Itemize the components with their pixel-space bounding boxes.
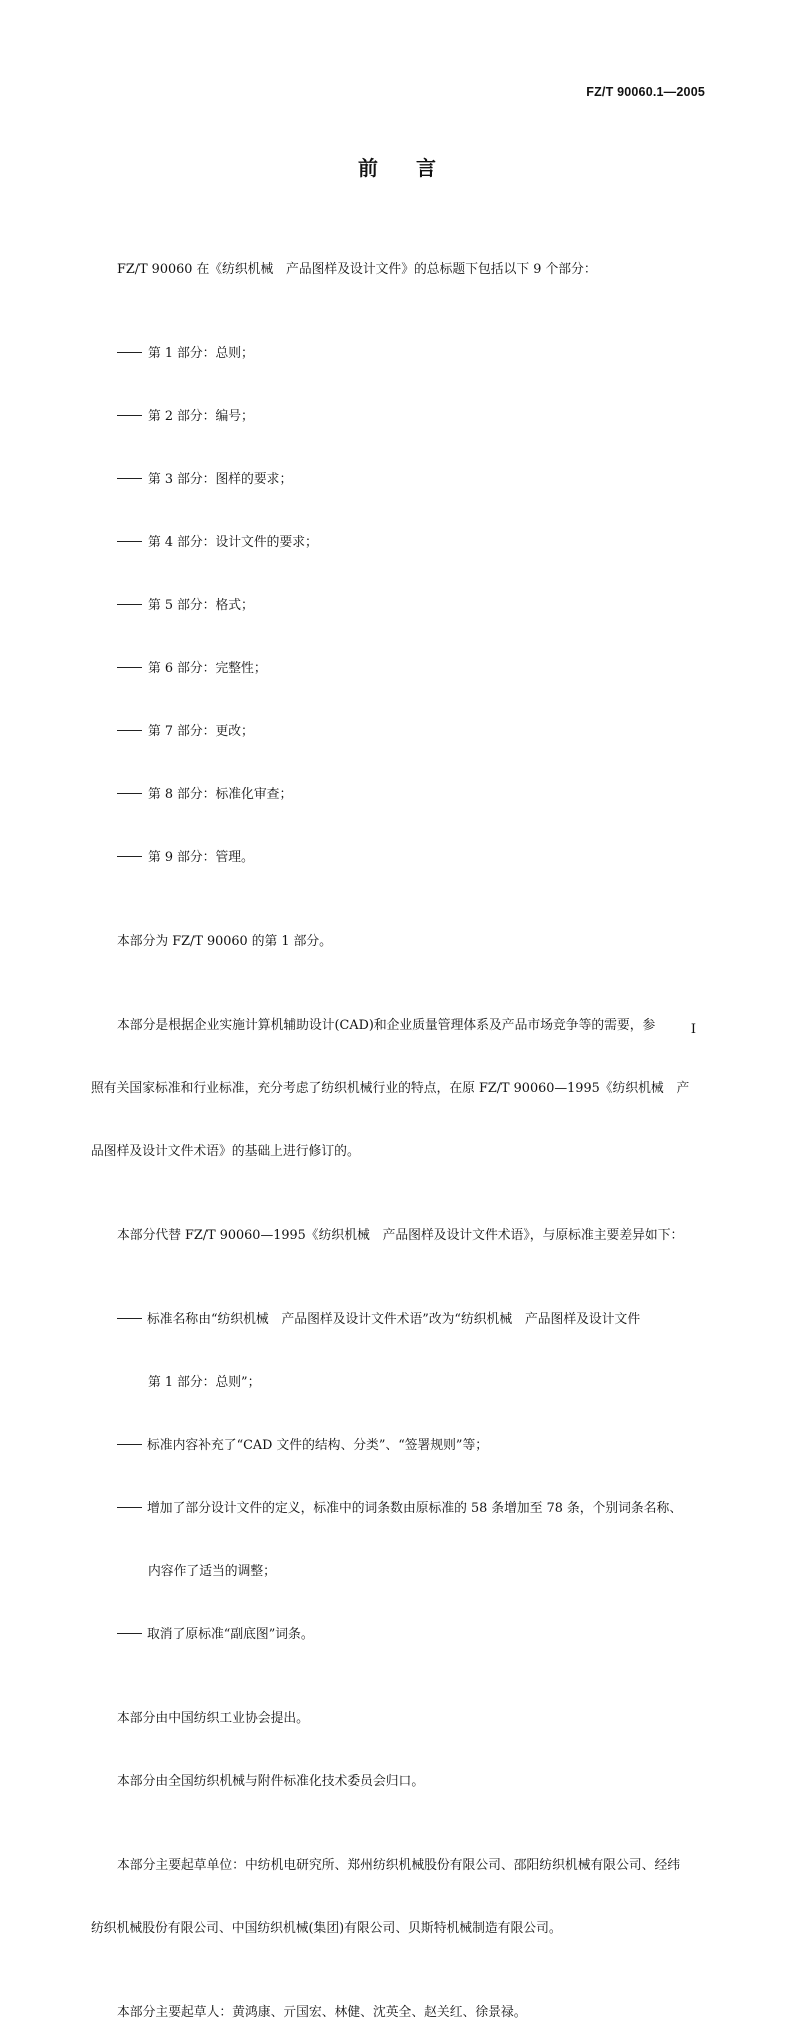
replace-statement: 本部分代替 FZ/T 90060—1995《纺织机械 产品图样及设计文件术语》，与原标准主要差异如下：: [117, 1228, 684, 1243]
intro-paragraph: FZ/T 90060 在《纺织机械 产品图样及设计文件》的总标题下包括以下 9 个部分：: [117, 262, 597, 277]
part-statement: 本部分为 FZ/T 90060 的第 1 部分。: [117, 934, 332, 949]
dash-mark: [117, 1507, 142, 1508]
difference-item: [91, 1624, 705, 1645]
dash-mark: [117, 415, 142, 416]
drafters: 本部分主要起草人：黄鸿康、亓国宏、林健、沈英全、赵关红、徐景禄。: [117, 2005, 527, 2020]
part-item-label: 第 8 部分：标准化审查；: [148, 787, 293, 802]
title-char-2: 言: [416, 156, 436, 180]
part-item: [91, 469, 705, 490]
title-char-1: 前: [358, 156, 378, 180]
difference-item: [91, 1435, 705, 1456]
proposed-by: 本部分由中国纺织工业协会提出。: [117, 1711, 309, 1726]
difference-text: 增加了部分设计文件的定义，标准中的词条数由原标准的 58 条增加至 78 条，个别词条名称、: [147, 1501, 683, 1516]
basis-line: 照有关国家标准和行业标准，充分考虑了纺织机械行业的特点，在原 FZ/T 90060—1995《纺织机械 产: [91, 1081, 690, 1096]
dash-mark: [117, 1318, 142, 1319]
part-item-label: 第 6 部分：完整性；: [148, 661, 267, 676]
dash-mark: [117, 667, 142, 668]
difference-continuation: 内容作了适当的调整；: [148, 1564, 276, 1579]
part-item-label: 第 7 部分：更改；: [148, 724, 254, 739]
difference-text: 标准名称由“纺织机械 产品图样及设计文件术语”改为“纺织机械 产品图样及设计文件: [147, 1312, 641, 1327]
part-item: [91, 721, 705, 742]
drafting-units-line: 本部分主要起草单位：中纺机电研究所、郑州纺织机械股份有限公司、邵阳纺织机械有限公司、经纬: [117, 1858, 681, 1873]
standard-code: FZ/T 90060.1—2005: [586, 85, 705, 99]
part-item: [91, 784, 705, 805]
basis-line: 品图样及设计文件术语》的基础上进行修订的。: [91, 1144, 360, 1159]
part-item: [91, 847, 705, 868]
part-item-label: 第 1 部分：总则；: [148, 346, 254, 361]
difference-text: 取消了原标准“副底图”词条。: [147, 1627, 314, 1642]
part-item: [91, 658, 705, 679]
managed-by: 本部分由全国纺织机械与附件标准化技术委员会归口。: [117, 1774, 425, 1789]
part-item-label: 第 2 部分：编号；: [148, 409, 254, 424]
page-number: I: [690, 1022, 696, 1037]
part-item-label: 第 5 部分：格式；: [148, 598, 254, 613]
dash-mark: [117, 604, 142, 605]
dash-mark: [117, 730, 142, 731]
dash-mark: [117, 793, 142, 794]
part-item-label: 第 4 部分：设计文件的要求；: [148, 535, 318, 550]
dash-mark: [117, 541, 142, 542]
part-item: [91, 532, 705, 553]
drafting-units-line: 纺织机械股份有限公司、中国纺织机械(集团)有限公司、贝斯特机械制造有限公司。: [91, 1921, 562, 1936]
difference-item: [91, 1309, 705, 1330]
difference-item: [91, 1498, 705, 1519]
part-item: [91, 343, 705, 364]
dash-mark: [117, 478, 142, 479]
part-item-label: 第 9 部分：管理。: [148, 850, 254, 865]
part-item-label: 第 3 部分：图样的要求；: [148, 472, 293, 487]
basis-line: 本部分是根据企业实施计算机辅助设计(CAD)和企业质量管理体系及产品市场竞争等的需要，参: [117, 1018, 656, 1033]
part-item: [91, 595, 705, 616]
part-item: [91, 406, 705, 427]
difference-text: 标准内容补充了“CAD 文件的结构、分类”、“签署规则”等；: [147, 1438, 489, 1453]
dash-mark: [117, 1633, 142, 1634]
dash-mark: [117, 352, 142, 353]
dash-mark: [117, 1444, 142, 1445]
page-title: [0, 152, 794, 181]
difference-continuation: 第 1 部分：总则”；: [148, 1375, 261, 1390]
foreword-body: [91, 217, 705, 2044]
dash-mark: [117, 856, 142, 857]
